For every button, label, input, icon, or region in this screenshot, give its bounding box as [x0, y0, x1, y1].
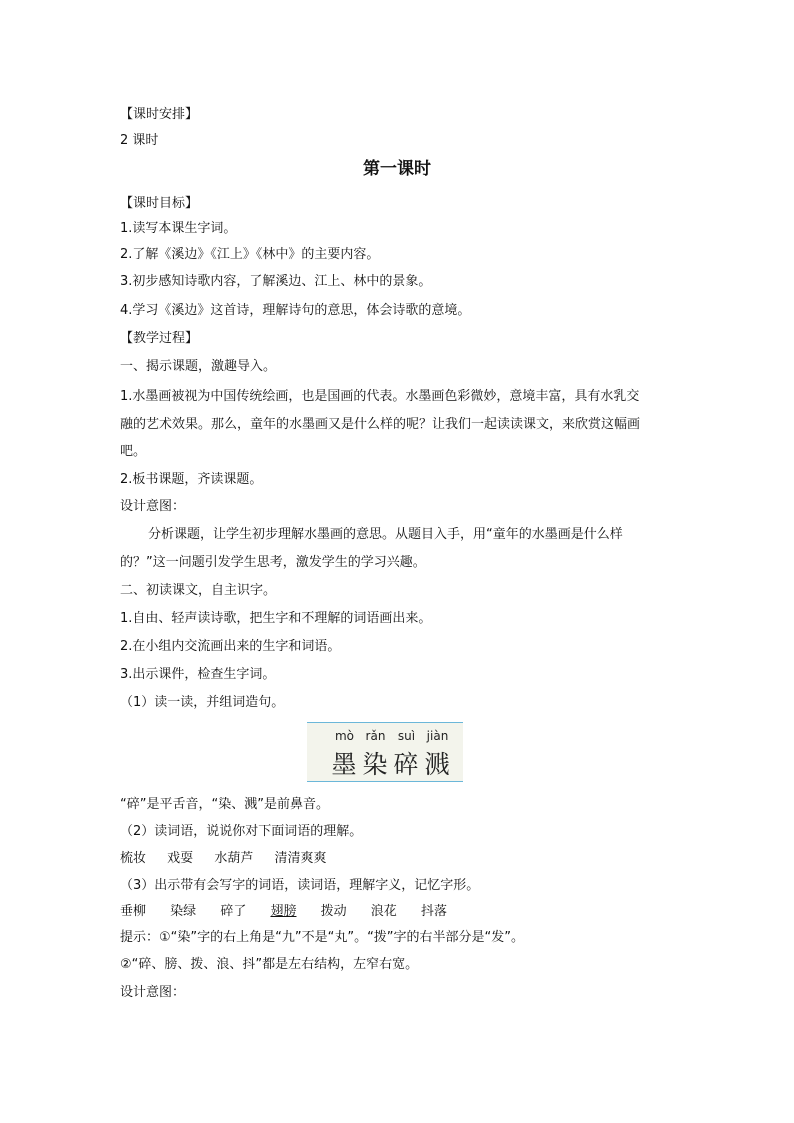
- objective-item: 1.读写本课生字词。: [120, 221, 237, 236]
- objective-item: 3.初步感知诗歌内容，了解溪边、江上、林中的景象。: [120, 274, 432, 289]
- word: 梳妆: [120, 851, 147, 866]
- word: 抖落: [420, 904, 447, 919]
- hanzi: 染: [362, 750, 389, 779]
- paragraph-line: 1.水墨画被视为中国传统绘画，也是国画的代表。水墨画色彩微妙，意境丰富，具有水乳交: [120, 389, 640, 404]
- pinyin-row: [329, 729, 453, 743]
- hanzi: 碎: [393, 750, 420, 779]
- pinyin: jiàn: [426, 729, 449, 743]
- hanzi-row: [329, 745, 453, 781]
- objective-item: 4.学习《溪边》这首诗，理解诗句的意思，体会诗歌的意境。: [120, 303, 471, 318]
- tip-line: 提示：①“染”字的右上角是“九”不是“丸”。“拨”字的右半部分是“发”。: [120, 930, 525, 945]
- pinyin: rǎn: [365, 729, 386, 743]
- word: 拨动: [320, 904, 347, 919]
- word: 翅膀: [270, 904, 297, 919]
- part2-item: 1.自由、轻声读诗歌，把生字和不理解的词语画出来。: [120, 611, 432, 626]
- word: 浪花: [370, 904, 397, 919]
- paragraph-line: 分析课题，让学生初步理解水墨画的意思。从题目入手，用“童年的水墨画是什么样: [148, 527, 623, 542]
- word: 垂柳: [120, 904, 147, 919]
- objective-item: 2.了解《溪边》《江上》《林中》的主要内容。: [120, 247, 380, 262]
- lesson-count: 2 课时: [120, 133, 159, 148]
- paragraph-line: 融的艺术效果。那么，童年的水墨画又是什么样的呢？让我们一起读读课文，来欣赏这幅画: [120, 417, 641, 432]
- sub-item-3: （3）出示带有会写字的词语，读词语，理解字义，记忆字形。: [120, 878, 480, 893]
- paragraph-line: 吧。: [120, 444, 147, 459]
- part1-heading: 一、揭示课题，激趣导入。: [120, 359, 277, 374]
- word: 碎了: [220, 904, 247, 919]
- pronunciation-note: “碎”是平舌音，“染、溅”是前鼻音。: [120, 797, 329, 812]
- word-list: [120, 902, 464, 922]
- word: 戏耍: [167, 851, 194, 866]
- tip-line: ②“碎、膀、拨、浪、抖”都是左右结构，左窄右宽。: [120, 957, 419, 972]
- sub-item-1: （1）读一读，并组词造句。: [120, 695, 285, 710]
- lesson-title: 第一课时: [363, 159, 431, 179]
- part2-item: 2.在小组内交流画出来的生字和词语。: [120, 639, 341, 654]
- word: 水葫芦: [214, 851, 254, 866]
- hanzi: 墨: [331, 750, 358, 779]
- section-arrangement-heading: 【课时安排】: [120, 107, 199, 122]
- pinyin-character-card: [307, 722, 463, 782]
- objectives-heading: 【课时目标】: [120, 196, 199, 211]
- word-list: [120, 849, 343, 869]
- design-intent-label: 设计意图：: [120, 499, 186, 514]
- sub-item-2: （2）读词语，说说你对下面词语的理解。: [120, 824, 363, 839]
- paragraph-line: 的？”这一问题引发学生思考，激发学生的学习兴趣。: [120, 555, 426, 570]
- part2-item: 3.出示课件，检查生字词。: [120, 667, 276, 682]
- part2-heading: 二、初读课文，自主识字。: [120, 583, 277, 598]
- pinyin: suì: [397, 729, 416, 743]
- word: 清清爽爽: [274, 851, 327, 866]
- pinyin: mò: [334, 729, 355, 743]
- part1-item2: 2.板书课题，齐读课题。: [120, 472, 263, 487]
- design-intent-label: 设计意图：: [120, 985, 186, 1000]
- hanzi: 溅: [424, 750, 451, 779]
- process-heading: 【教学过程】: [120, 331, 199, 346]
- word: 染绿: [170, 904, 197, 919]
